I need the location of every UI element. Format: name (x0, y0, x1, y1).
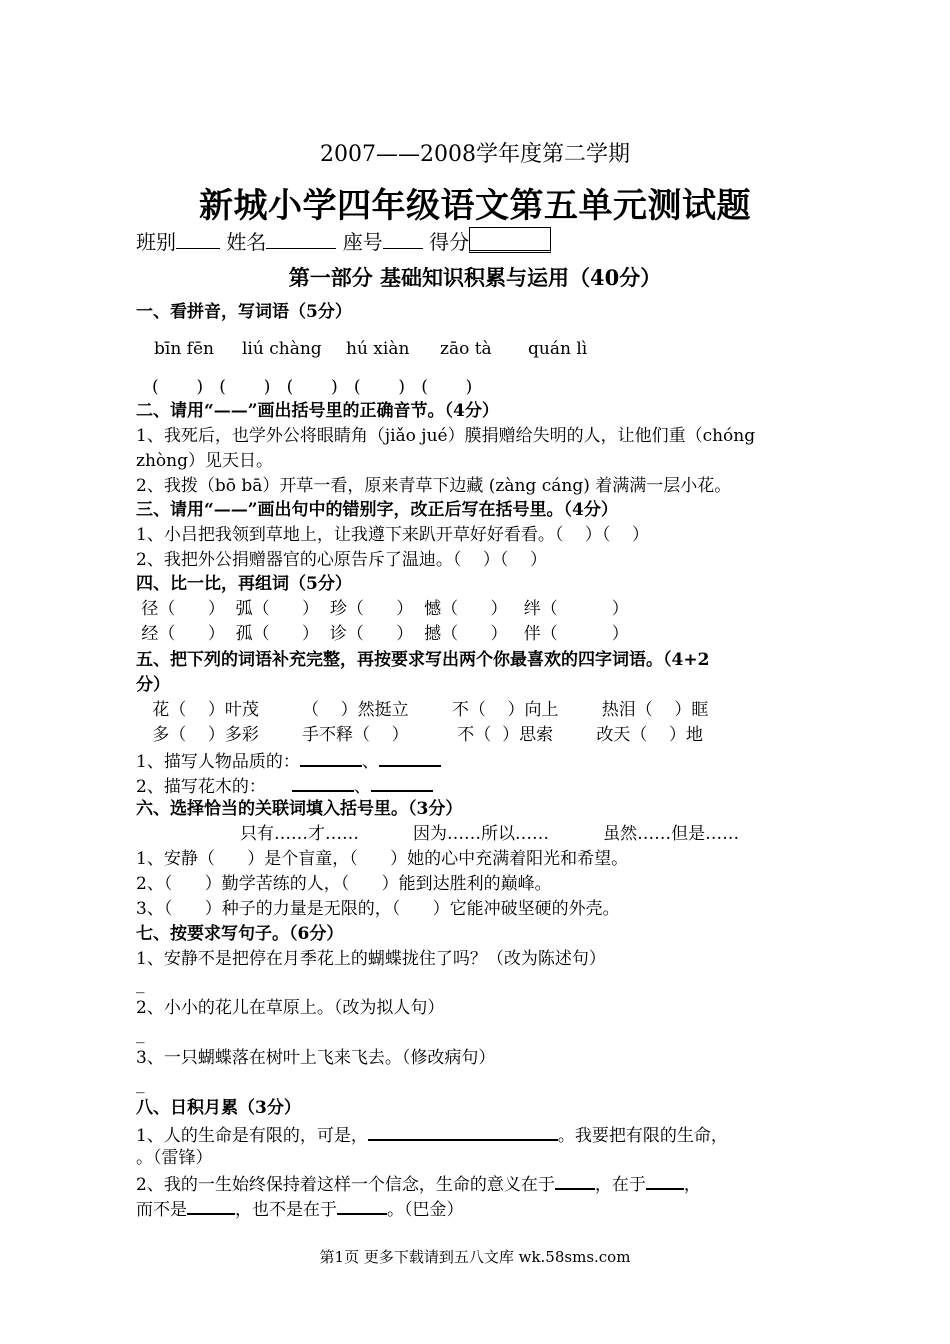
q5-sub-2-blank-b[interactable] (371, 772, 433, 792)
q2-sentence-2: 2、我拨（bō bā）开草一看，原来青草下边藏 (zàng cáng) 着满满一层小花。 (136, 476, 732, 496)
pinyin-5: quán lì (528, 339, 588, 359)
q6-title: 六、选择恰当的关联词填入括号里。（3分） (136, 799, 463, 819)
q7-sentence-1: 1、安静不是把停在月季花上的蝴蝶拢住了吗？（改为陈述句） (136, 949, 606, 969)
q8-sentence-2 (136, 1170, 701, 1197)
student-info-row (136, 226, 551, 255)
q2-title: 二、请用“——”画出括号里的正确音节。（4分） (136, 401, 499, 421)
q6-options: 只有……才…… 因为……所以…… 虽然……但是…… (240, 824, 740, 844)
q1-answer-brackets[interactable]: ( ) ( ) ( ) ( ) ( ) (152, 377, 473, 397)
q5-sub-1-blank-b[interactable] (379, 747, 441, 767)
q5-sub-1 (136, 747, 441, 774)
q5-sub-1-blank-a[interactable] (300, 747, 362, 767)
q5-title-cont: 分） (136, 675, 170, 695)
q8-text: 而不是 (136, 1199, 187, 1220)
score-box[interactable] (469, 227, 551, 253)
seat-field[interactable] (383, 227, 423, 249)
q5-sub-1-label: 1、描写人物品质的： (136, 751, 300, 772)
q8-blank-1[interactable] (368, 1121, 558, 1141)
q7-answer-1[interactable]: _ (136, 974, 145, 994)
q6-sentence-1: 1、安静（ ）是个盲童，（ ）她的心中充满着阳光和希望。 (136, 849, 629, 869)
q6-sentence-2: 2、（ ）勤学苦练的人，（ ）能到达胜利的巅峰。 (136, 874, 552, 894)
q5-sub-2-label: 2、描写花木的： (136, 776, 266, 797)
seat-label: 座号 (342, 230, 383, 254)
q8-blank-2[interactable] (555, 1170, 595, 1190)
q3-sentence-2: 2、我把外公捐赠器官的心原告斥了温迪。（ ）（ ） (136, 550, 548, 570)
q7-title: 七、按要求写句子。（6分） (136, 924, 344, 944)
q2-sentence-1: 1、我死后，也学外公将眼睛角（jiǎo jué）膜捐赠给失明的人，让他们重（chóng (136, 426, 756, 446)
q3-sentence-1: 1、小吕把我领到草地上，让我遵下来趴开草好好看看。（ ）（ ） (136, 525, 650, 545)
pinyin-2: liú chàng (242, 339, 322, 359)
q8-text: 2、我的一生始终保持着这样一个信念，生命的意义在于 (136, 1174, 555, 1195)
page-footer: 第1页 更多下载请到五八文库 wk.58sms.com (319, 1248, 631, 1266)
part1-title: 第一部分 基础知识积累与运用（40分） (288, 265, 662, 290)
class-label: 班别 (136, 230, 176, 254)
q8-text: 。（巴金） (387, 1199, 464, 1220)
q4-row-1[interactable]: 径（ ） 弧（ ） 珍（ ） 憾（ ） 绊（ ） (136, 599, 629, 619)
q5-row-2[interactable]: 多（ ）多彩 手不释（ ） 不（ ）思索 改天（ ）地 (136, 725, 703, 745)
q5-row-1[interactable]: 花（ ）叶茂 （ ）然挺立 不（ ）向上 热泪（ ）眶 (136, 700, 709, 720)
exam-title: 新城小学四年级语文第五单元测试题 (199, 186, 751, 226)
q4-row-2[interactable]: 经（ ） 孤（ ） 诊（ ） 撼（ ） 伴（ ） (136, 624, 629, 644)
q8-sentence-1 (136, 1121, 728, 1148)
q6-sentence-3: 3、（ ）种子的力量是无限的，（ ）它能冲破坚硬的外壳。 (136, 899, 620, 919)
q7-answer-2[interactable]: _ (136, 1024, 145, 1044)
q3-title: 三、请用“——”画出句中的错别字，改正后写在括号里。（4分） (136, 500, 618, 520)
q8-text: 1、人的生命是有限的，可是， (136, 1125, 368, 1146)
score-label: 得分 (429, 230, 470, 254)
class-field[interactable] (176, 227, 220, 249)
pinyin-1: bīn fēn (154, 339, 214, 359)
q1-title: 一、看拼音，写词语（5分） (136, 302, 352, 322)
q8-blank-5[interactable] (337, 1195, 387, 1215)
pinyin-3: hú xiàn (346, 339, 410, 359)
q7-answer-3[interactable]: _ (136, 1074, 145, 1094)
q8-text: ，也不是在于 (235, 1199, 337, 1220)
name-field[interactable] (266, 227, 336, 249)
term-heading: 2007——2008学年度第二学期 (320, 142, 630, 167)
separator: 、 (361, 751, 379, 772)
q5-sub-2 (136, 772, 433, 799)
q5-title: 五、把下列的词语补充完整，再按要求写出两个你最喜欢的四字词语。（4+2 (136, 650, 710, 670)
name-label: 姓名 (226, 230, 267, 254)
q5-sub-2-blank-a[interactable] (292, 772, 354, 792)
q7-sentence-3: 3、一只蝴蝶落在树叶上飞来飞去。（修改病句） (136, 1048, 496, 1068)
q4-title: 四、比一比，再组词（5分） (136, 574, 352, 594)
q8-text: 。我要把有限的生命， (557, 1125, 728, 1146)
q8-text: ，在于 (594, 1174, 646, 1195)
q8-sentence-2-cont (136, 1195, 464, 1222)
q7-sentence-2: 2、小小的花儿在草原上。（改为拟人句） (136, 998, 445, 1018)
q2-sentence-1-cont: zhòng）见天日。 (136, 451, 273, 471)
q8-sentence-1-cont: 。（雷锋） (136, 1148, 213, 1168)
pinyin-4: zāo tà (440, 339, 492, 359)
separator: 、 (353, 776, 371, 797)
q8-title: 八、日积月累（3分） (136, 1098, 301, 1118)
q8-blank-3[interactable] (646, 1170, 684, 1190)
q8-blank-4[interactable] (187, 1195, 235, 1215)
q8-text: ， (683, 1174, 701, 1195)
